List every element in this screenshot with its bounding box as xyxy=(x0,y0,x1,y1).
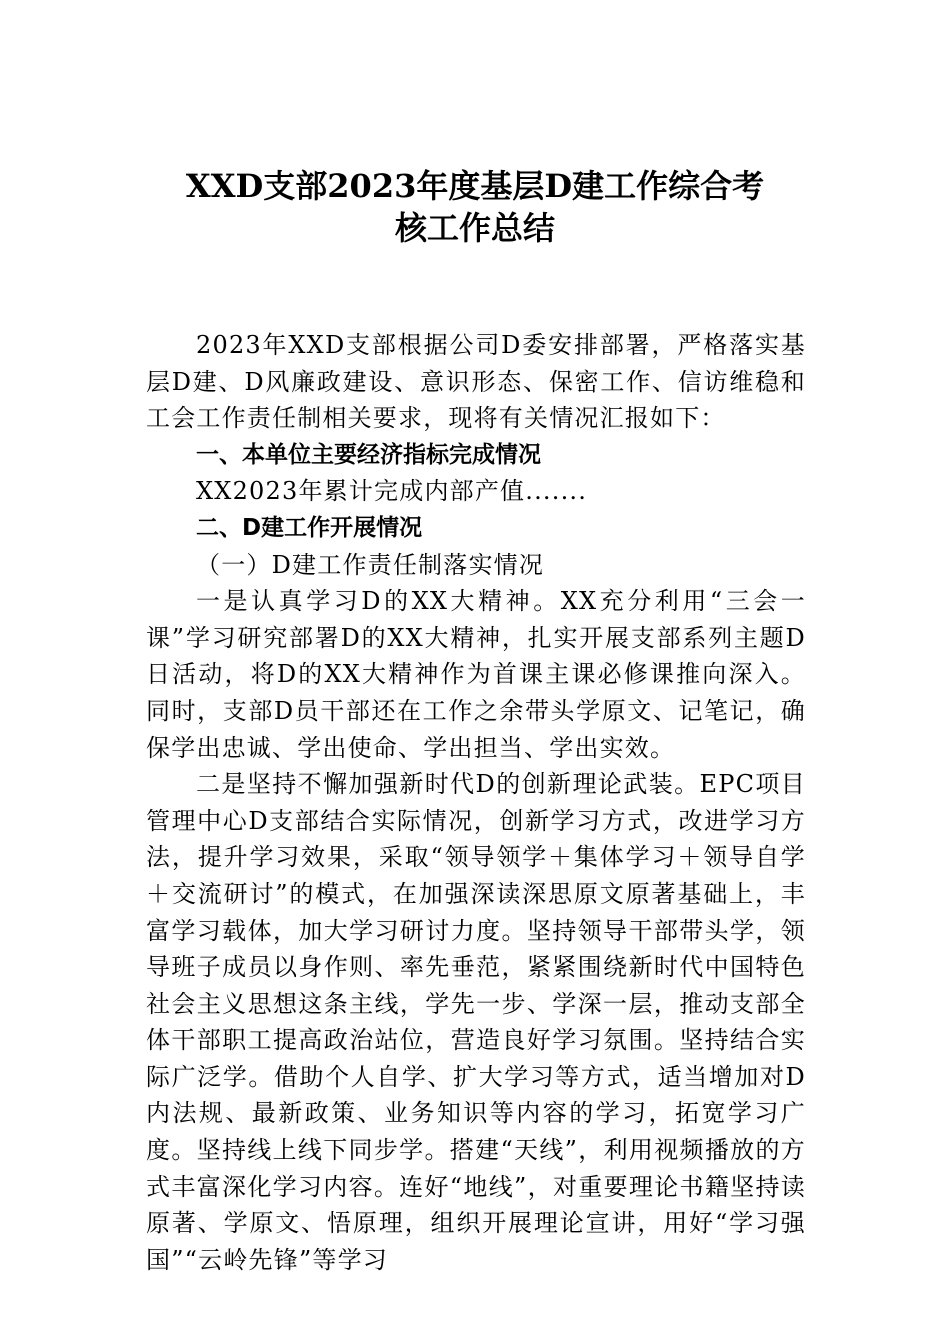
section-1-text: XX2023年累计完成内部产值....... xyxy=(196,477,588,506)
paragraph-1: 一是认真学习D的XX大精神。XX充分利用“三会一课”学习研究部署D的XX大精神，扎实开展支部系列主题D日活动，将D的XX大精神作为首课主课必修课推向深入。同时，支部D员干部还在工作之余带头学原文、记笔记，确保学出忠诚、学出使命、学出担当、学出实效。 xyxy=(146,587,806,762)
section-1-heading: 一、本单位主要经济指标完成情况 xyxy=(196,441,541,468)
subsection-1-heading: （一）D建工作责任制落实情况 xyxy=(196,550,545,579)
document-body xyxy=(146,327,806,1278)
intro-paragraph: 2023年XXD支部根据公司D委安排部署，严格落实基层D建、D风廉政建设、意识形态、保密工作、信访维稳和工会工作责任制相关要求，现将有关情况汇报如下： xyxy=(146,331,806,433)
document-title-line-2: 核工作总结 xyxy=(394,209,555,247)
section-2-heading: 二、D建工作开展情况 xyxy=(196,514,423,541)
document-title-line-1: XXD支部2023年度基层D建工作综合考 xyxy=(185,167,765,205)
paragraph-2: 二是坚持不懈加强新时代D的创新理论武装。EPC项目管理中心D支部结合实际情况，创新学习方式，改进学习方法，提升学习效果，采取“领导领学＋集体学习＋领导自学＋交流研讨”的模式，在加强深读深思原文原著基础上，丰富学习载体，加大学习研讨力度。坚持领导干部带头学，领导班子成员以身作则、率先垂范，紧紧围绕新时代中国特色社会主义思想这条主线，学先一步、学深一层，推动支部全体干部职工提高政治站位，营造良好学习氛围。坚持结合实际广泛学。借助个人自学、扩大学习等方式，适当增加对D内法规、最新政策、业务知识等内容的学习，拓宽学习广度。坚持线上线下同步学。搭建“天线”，利用视频播放的方式丰富深化学习内容。连好“地线”，对重要理论书籍坚持读原著、学原文、悟原理，组织开展理论宣讲，用好“学习强国”“云岭先锋”等学习 xyxy=(146,770,806,1274)
